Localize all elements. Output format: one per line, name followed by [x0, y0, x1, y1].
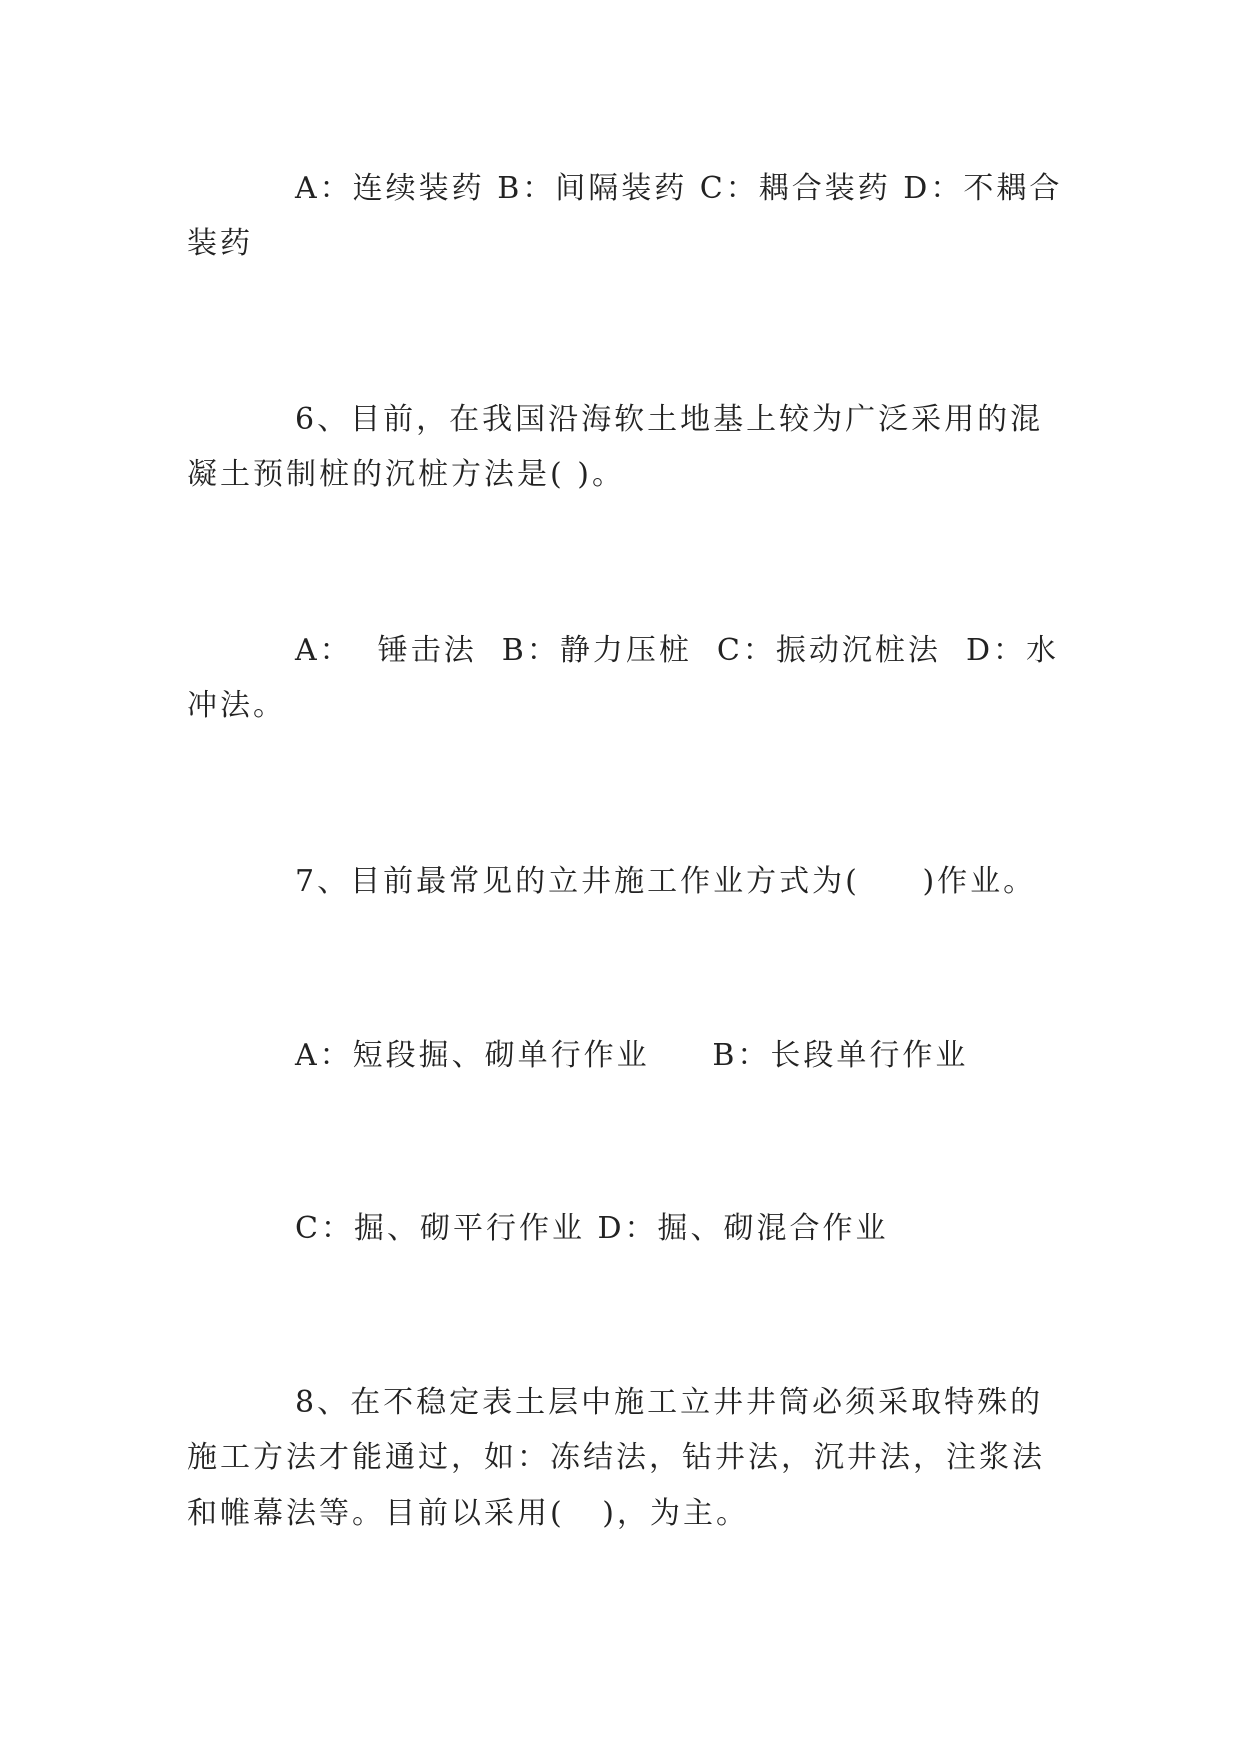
q6-question-line-1: 6、目前，在我国沿海软土地基上较为广泛采用的混 — [295, 402, 1044, 437]
q6-question-line-2: 凝土预制桩的沉桩方法是( )。 — [187, 457, 625, 492]
q7-options-ab: A：短段掘、砌单行作业 B：长段单行作业 — [295, 1038, 969, 1073]
q6-options-line-2: 冲法。 — [187, 688, 286, 723]
q6-options-line-1: A： 锤击法 B：静力压桩 C：振动沉桩法 D：水 — [295, 633, 1060, 668]
q5-options-line-2: 装药 — [187, 226, 253, 261]
q8-question-line-2: 施工方法才能通过，如：冻结法，钻井法，沉井法，注浆法 — [187, 1440, 1045, 1475]
q8-question-line-3: 和帷幕法等。目前以采用( )，为主。 — [187, 1496, 750, 1531]
q5-options-line-1: A：连续装药 B：间隔装药 C：耦合装药 D：不耦合 — [295, 171, 1063, 206]
q7-options-cd: C：掘、砌平行作业 D：掘、砌混合作业 — [295, 1211, 889, 1246]
q7-question-line: 7、目前最常见的立井施工作业方式为( )作业。 — [295, 864, 1037, 899]
q8-question-line-1: 8、在不稳定表土层中施工立井井筒必须采取特殊的 — [295, 1385, 1044, 1420]
